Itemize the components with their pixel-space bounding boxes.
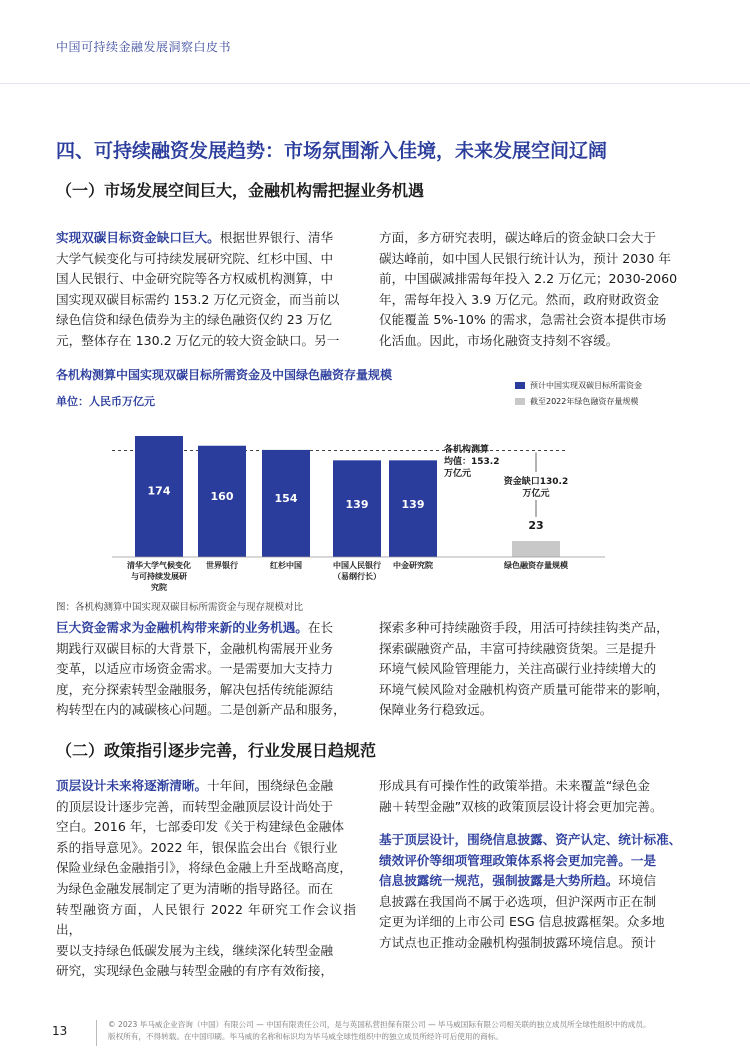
average-annotation: 均值：153.2 bbox=[444, 457, 500, 467]
bar-value-label: 174 bbox=[147, 484, 171, 498]
body-text: 国人民银行、中金研究院等各方权威机构测算，中 bbox=[56, 271, 334, 287]
text-line bbox=[56, 639, 356, 660]
bar-value-label: 154 bbox=[274, 492, 298, 506]
text-line: 探索多种可持续融资手段，用活可持续挂钩类产品， bbox=[379, 620, 669, 635]
body-text: 绿色信贷和绿色债券为主的绿色融资仅约 23 万亿 bbox=[56, 312, 332, 328]
gap-annotation: 资金缺口130.2 bbox=[503, 477, 569, 487]
body-text: 保险业绿色金融指引》，将绿色金融上升至战略高度， bbox=[56, 860, 352, 876]
highlight-text: 巨大资金需求为金融机构带来新的业务机遇。 bbox=[56, 620, 308, 635]
body-text: 元，整体存在 130.2 万亿元的较大资金缺口。另一 bbox=[56, 332, 340, 348]
bar-value-label: 139 bbox=[401, 497, 425, 511]
highlight-text: 信息披露统一规范，强制披露是大势所趋。 bbox=[379, 873, 619, 889]
body-text: 期践行双碳目标的大背景下，金融机构需展开业务 bbox=[56, 640, 334, 656]
bar-value-label: 23 bbox=[528, 519, 544, 533]
bar-5 bbox=[512, 541, 560, 557]
text-line: 方面，多方研究表明，碳达峰后的资金缺口会大于 bbox=[379, 230, 657, 245]
page-number: 13 bbox=[52, 1024, 68, 1038]
footer-line-2: 版权所有，不得转载。在中国印刷。毕马威的名称和标识均为毕马威全球性组织中的独立成员所经许可后使用的商标。 bbox=[108, 1032, 503, 1041]
category-label: （易纲行长） bbox=[333, 572, 381, 581]
body-text: 国实现双碳目标需约 153.2 万亿元资金，而当前以 bbox=[56, 291, 340, 307]
text-line bbox=[56, 858, 356, 879]
header-title: 中国可持续金融发展洞察白皮书 bbox=[56, 40, 232, 54]
legend-label-stock: 截至2022年绿色融资存量规模 bbox=[530, 397, 639, 406]
subsection-title-2: （二）政策指引逐步完善，行业发展日趋规范 bbox=[56, 741, 377, 760]
text-line bbox=[56, 879, 356, 900]
body-text: 在长 bbox=[307, 620, 334, 635]
subsection-title-1: （一）市场发展空间巨大，金融机构需把握业务机遇 bbox=[56, 181, 425, 200]
text-line: 前，中国碳减排需每年投入 2.2 万亿元；2030-2060 bbox=[379, 271, 678, 287]
footer-copyright bbox=[108, 1019, 708, 1043]
paragraph-3-right-a bbox=[379, 776, 694, 817]
highlight-text: 基于顶层设计，围绕信息披露、资产认定、统计标准、 bbox=[379, 832, 682, 847]
text-line bbox=[56, 941, 356, 962]
section-title: 四、可持续融资发展趋势：市场氛围渐入佳境，未来发展空间辽阔 bbox=[56, 140, 608, 162]
legend-label-demand: 预计中国实现双碳目标所需资金 bbox=[530, 381, 642, 390]
category-label: 中国人民银行 bbox=[333, 561, 381, 570]
text-line bbox=[56, 618, 356, 639]
text-line: 碳达峰前，如中国人民银行统计认为，预计 2030 年 bbox=[379, 250, 671, 266]
text-line bbox=[379, 871, 694, 892]
footer-line-1: © 2023 毕马威企业咨询（中国）有限公司 — 中国有限责任公司，是与英国私营担保有限公司 — 毕马威国际有限公司相关联的独立成员所全球性组织中的成员。 bbox=[108, 1020, 651, 1029]
body-text: 要以支持绿色低碳发展为主线，继续深化转型金融 bbox=[56, 942, 334, 958]
text-line bbox=[56, 659, 356, 680]
body-text: 变革，以适应市场资金需求。一是需要加大支持力 bbox=[56, 661, 334, 677]
body-text: 根据世界银行、清华 bbox=[219, 230, 334, 245]
chart-caption: 图：各机构测算中国实现双碳目标所需资金与现存规模对比 bbox=[56, 602, 304, 613]
category-label: 世界银行 bbox=[206, 561, 238, 570]
paragraph-2-right bbox=[379, 618, 694, 721]
average-annotation: 各机构测算 bbox=[444, 445, 490, 455]
text-line: 年，需每年投入 3.9 万亿元。然而，政府财政资金 bbox=[379, 291, 659, 307]
highlight-text: 实现双碳目标资金缺口巨大。 bbox=[56, 230, 220, 245]
body-text: 系的指导意见》。2022 年，银保监会出台《银行业 bbox=[56, 839, 338, 855]
highlight-text: 绩效评价等细项管理政策体系将会更加完善。一是 bbox=[379, 852, 657, 868]
text-line bbox=[56, 961, 356, 982]
body-text: 方试点也正推动金融机构强制披露环境信息。预计 bbox=[379, 934, 657, 950]
text-line bbox=[379, 912, 694, 933]
text-line bbox=[56, 680, 356, 701]
category-label: 清华大学气候变化 bbox=[127, 561, 191, 570]
paragraph-3-left bbox=[56, 776, 356, 982]
chart-unit: 单位：人民币万亿元 bbox=[56, 395, 155, 408]
text-line bbox=[379, 830, 694, 851]
text-line bbox=[56, 797, 356, 818]
bar-value-label: 139 bbox=[345, 497, 369, 511]
category-label: 中金研究院 bbox=[393, 561, 433, 570]
category-label: 红杉中国 bbox=[270, 561, 302, 570]
text-line: 保障业务行稳致远。 bbox=[379, 702, 493, 718]
highlight-text: 顶层设计未来将逐渐清晰。 bbox=[56, 778, 208, 793]
text-line bbox=[379, 933, 694, 954]
text-line bbox=[56, 817, 356, 838]
text-line: 仅能覆盖 5%-10% 的需求，急需社会资本提供市场 bbox=[379, 312, 667, 328]
text-line bbox=[379, 851, 694, 872]
body-text: 环境信 bbox=[618, 873, 657, 889]
body-text: 十年间，围绕绿色金融 bbox=[207, 778, 334, 793]
text-line: 环境气候风险管理能力，关注高碳行业持续增大的 bbox=[379, 661, 657, 677]
body-text: 构转型在内的减碳核心问题。二是创新产品和服务， bbox=[56, 702, 346, 718]
body-text: 研究，实现绿色金融与转型金融的有序有效衔接， bbox=[56, 963, 334, 979]
body-text: 的顶层设计逐步完善，而转型金融顶层设计尚处于 bbox=[56, 798, 334, 814]
body-text: 为绿色金融发展制定了更为清晰的指导路径。而在 bbox=[56, 880, 334, 896]
text-line bbox=[56, 700, 356, 721]
average-annotation: 万亿元 bbox=[444, 469, 472, 479]
text-line bbox=[56, 838, 356, 859]
footer-divider bbox=[96, 1020, 97, 1046]
text-line bbox=[56, 776, 356, 797]
body-text: 转型融资方面，人民银行 2022 年研究工作会议指出， bbox=[56, 901, 356, 938]
text-line bbox=[379, 892, 694, 913]
text-line: 形成具有可操作性的政策举措。未来覆盖“绿色金 bbox=[379, 778, 650, 793]
text-line: 环境气候风险对金融机构资产质量可能带来的影响， bbox=[379, 681, 669, 697]
body-text: 度，充分探索转型金融服务，解决包括传统能源结 bbox=[56, 681, 334, 697]
text-line: 探索碳融资产品，丰富可持续融资货架。三是提升 bbox=[379, 640, 657, 656]
chart-title: 各机构测算中国实现双碳目标所需资金及中国绿色融资存量规模 bbox=[56, 368, 393, 382]
body-text: 大学气候变化与可持续发展研究院、红杉中国、中 bbox=[56, 250, 334, 266]
category-label: 绿色融资存量规模 bbox=[504, 561, 568, 570]
bar-value-label: 160 bbox=[210, 489, 234, 503]
category-label: 与可持续发展研 bbox=[131, 572, 187, 581]
body-text: 定更为详细的上市公司 ESG 信息披露框架。众多地 bbox=[379, 914, 665, 930]
category-label: 究院 bbox=[151, 583, 167, 592]
gap-annotation: 万亿元 bbox=[522, 489, 550, 499]
paragraph-2-left bbox=[56, 618, 356, 721]
paragraph-3-right-b bbox=[379, 830, 694, 954]
text-line bbox=[56, 900, 356, 941]
text-line: 化活血。因此，市场化融资支持刻不容缓。 bbox=[379, 332, 619, 348]
body-text: 空白。2016 年，七部委印发《关于构建绿色金融体 bbox=[56, 819, 344, 835]
body-text: 息披露在我国尚不属于必选项，但沪深两市正在制 bbox=[379, 893, 657, 909]
text-line: 融＋转型金融”双核的政策顶层设计将会更加完善。 bbox=[379, 798, 663, 814]
